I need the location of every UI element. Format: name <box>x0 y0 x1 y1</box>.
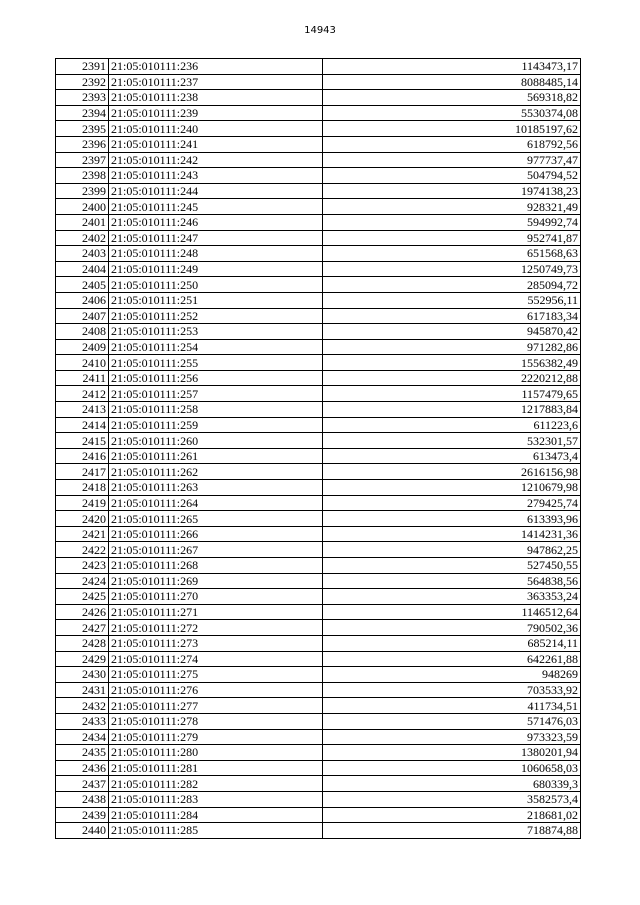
row-number-cell: 2399 <box>56 183 109 199</box>
cadastral-number-cell: 21:05:010111:256 <box>109 370 323 386</box>
table-row <box>56 402 581 418</box>
cadastral-number-cell: 21:05:010111:268 <box>109 558 323 574</box>
cadastral-number-cell: 21:05:010111:279 <box>109 729 323 745</box>
table-row <box>56 511 581 527</box>
value-cell: 685214,11 <box>323 635 581 651</box>
table-row <box>56 604 581 620</box>
table-row <box>56 667 581 683</box>
row-number-cell: 2420 <box>56 511 109 527</box>
value-cell: 1974138,23 <box>323 183 581 199</box>
row-number-cell: 2433 <box>56 713 109 729</box>
value-cell: 285094,72 <box>323 277 581 293</box>
value-cell: 279425,74 <box>323 495 581 511</box>
table-row <box>56 417 581 433</box>
cadastral-number-cell: 21:05:010111:267 <box>109 542 323 558</box>
value-cell: 611223,6 <box>323 417 581 433</box>
cadastral-number-cell: 21:05:010111:284 <box>109 807 323 823</box>
value-cell: 2616156,98 <box>323 464 581 480</box>
table-row <box>56 90 581 106</box>
row-number-cell: 2391 <box>56 59 109 75</box>
value-cell: 703533,92 <box>323 682 581 698</box>
value-cell: 613473,4 <box>323 448 581 464</box>
row-number-cell: 2428 <box>56 635 109 651</box>
table-row <box>56 214 581 230</box>
value-cell: 617183,34 <box>323 308 581 324</box>
cadastral-number-cell: 21:05:010111:271 <box>109 604 323 620</box>
table-row <box>56 760 581 776</box>
value-cell: 651568,63 <box>323 246 581 262</box>
cadastral-number-cell: 21:05:010111:276 <box>109 682 323 698</box>
value-cell: 363353,24 <box>323 589 581 605</box>
value-cell: 945870,42 <box>323 324 581 340</box>
row-number-cell: 2413 <box>56 402 109 418</box>
value-cell: 218681,02 <box>323 807 581 823</box>
table-row <box>56 682 581 698</box>
row-number-cell: 2414 <box>56 417 109 433</box>
value-cell: 928321,49 <box>323 199 581 215</box>
cadastral-number-cell: 21:05:010111:252 <box>109 308 323 324</box>
row-number-cell: 2411 <box>56 370 109 386</box>
table-row <box>56 59 581 75</box>
row-number-cell: 2406 <box>56 292 109 308</box>
row-number-cell: 2427 <box>56 620 109 636</box>
value-cell: 411734,51 <box>323 698 581 714</box>
row-number-cell: 2392 <box>56 74 109 90</box>
cadastral-number-cell: 21:05:010111:242 <box>109 152 323 168</box>
row-number-cell: 2415 <box>56 433 109 449</box>
value-cell: 977737,47 <box>323 152 581 168</box>
table-row <box>56 542 581 558</box>
table-row <box>56 713 581 729</box>
value-cell: 2220212,88 <box>323 370 581 386</box>
row-number-cell: 2407 <box>56 308 109 324</box>
table-row <box>56 698 581 714</box>
cadastral-number-cell: 21:05:010111:265 <box>109 511 323 527</box>
cadastral-number-cell: 21:05:010111:272 <box>109 620 323 636</box>
table-row <box>56 386 581 402</box>
cadastral-number-cell: 21:05:010111:261 <box>109 448 323 464</box>
row-number-cell: 2412 <box>56 386 109 402</box>
table-row <box>56 729 581 745</box>
cadastral-number-cell: 21:05:010111:277 <box>109 698 323 714</box>
cadastral-number-cell: 21:05:010111:246 <box>109 214 323 230</box>
row-number-cell: 2439 <box>56 807 109 823</box>
value-cell: 1210679,98 <box>323 480 581 496</box>
row-number-cell: 2440 <box>56 823 109 839</box>
value-cell: 532301,57 <box>323 433 581 449</box>
table-row <box>56 152 581 168</box>
table-row <box>56 183 581 199</box>
row-number-cell: 2416 <box>56 448 109 464</box>
value-cell: 680339,3 <box>323 776 581 792</box>
cadastral-number-cell: 21:05:010111:237 <box>109 74 323 90</box>
table-row <box>56 105 581 121</box>
row-number-cell: 2435 <box>56 745 109 761</box>
table-row <box>56 230 581 246</box>
row-number-cell: 2417 <box>56 464 109 480</box>
cadastral-number-cell: 21:05:010111:263 <box>109 480 323 496</box>
row-number-cell: 2429 <box>56 651 109 667</box>
cadastral-number-cell: 21:05:010111:254 <box>109 339 323 355</box>
row-number-cell: 2426 <box>56 604 109 620</box>
value-cell: 3582573,4 <box>323 791 581 807</box>
row-number-cell: 2395 <box>56 121 109 137</box>
cadastral-number-cell: 21:05:010111:274 <box>109 651 323 667</box>
table-row <box>56 74 581 90</box>
cadastral-number-cell: 21:05:010111:283 <box>109 791 323 807</box>
cadastral-number-cell: 21:05:010111:251 <box>109 292 323 308</box>
value-cell: 564838,56 <box>323 573 581 589</box>
table-row <box>56 823 581 839</box>
row-number-cell: 2400 <box>56 199 109 215</box>
cadastral-number-cell: 21:05:010111:259 <box>109 417 323 433</box>
cadastral-number-cell: 21:05:010111:285 <box>109 823 323 839</box>
cadastral-number-cell: 21:05:010111:238 <box>109 90 323 106</box>
row-number-cell: 2409 <box>56 339 109 355</box>
value-cell: 5530374,08 <box>323 105 581 121</box>
cadastral-number-cell: 21:05:010111:243 <box>109 168 323 184</box>
table-row <box>56 620 581 636</box>
table-row <box>56 573 581 589</box>
value-cell: 1143473,17 <box>323 59 581 75</box>
cadastral-number-cell: 21:05:010111:240 <box>109 121 323 137</box>
table-row <box>56 433 581 449</box>
value-cell: 1414231,36 <box>323 526 581 542</box>
table-row <box>56 526 581 542</box>
value-cell: 552956,11 <box>323 292 581 308</box>
table-row <box>56 791 581 807</box>
table-row <box>56 199 581 215</box>
cadastral-number-cell: 21:05:010111:236 <box>109 59 323 75</box>
table-row <box>56 807 581 823</box>
row-number-cell: 2430 <box>56 667 109 683</box>
table-row <box>56 480 581 496</box>
table-row <box>56 339 581 355</box>
value-cell: 504794,52 <box>323 168 581 184</box>
cadastral-number-cell: 21:05:010111:241 <box>109 136 323 152</box>
row-number-cell: 2405 <box>56 277 109 293</box>
row-number-cell: 2393 <box>56 90 109 106</box>
row-number-cell: 2423 <box>56 558 109 574</box>
value-cell: 947862,25 <box>323 542 581 558</box>
table-row <box>56 277 581 293</box>
table-row <box>56 745 581 761</box>
cadastral-number-cell: 21:05:010111:247 <box>109 230 323 246</box>
cadastral-number-cell: 21:05:010111:281 <box>109 760 323 776</box>
table-row <box>56 448 581 464</box>
row-number-cell: 2403 <box>56 246 109 262</box>
value-cell: 642261,88 <box>323 651 581 667</box>
cadastral-number-cell: 21:05:010111:269 <box>109 573 323 589</box>
value-cell: 594992,74 <box>323 214 581 230</box>
table-row <box>56 121 581 137</box>
table-row <box>56 589 581 605</box>
cadastral-number-cell: 21:05:010111:249 <box>109 261 323 277</box>
row-number-cell: 2438 <box>56 791 109 807</box>
row-number-cell: 2418 <box>56 480 109 496</box>
cadastral-number-cell: 21:05:010111:253 <box>109 324 323 340</box>
table-row <box>56 495 581 511</box>
table-row <box>56 355 581 371</box>
value-cell: 971282,86 <box>323 339 581 355</box>
value-cell: 1146512,64 <box>323 604 581 620</box>
row-number-cell: 2431 <box>56 682 109 698</box>
cadastral-value-table <box>55 58 581 839</box>
cadastral-number-cell: 21:05:010111:248 <box>109 246 323 262</box>
cadastral-number-cell: 21:05:010111:275 <box>109 667 323 683</box>
row-number-cell: 2425 <box>56 589 109 605</box>
table-row <box>56 292 581 308</box>
row-number-cell: 2397 <box>56 152 109 168</box>
cadastral-number-cell: 21:05:010111:255 <box>109 355 323 371</box>
page-number: 14943 <box>304 25 336 36</box>
row-number-cell: 2421 <box>56 526 109 542</box>
value-cell: 1217883,84 <box>323 402 581 418</box>
row-number-cell: 2419 <box>56 495 109 511</box>
table-row <box>56 261 581 277</box>
row-number-cell: 2398 <box>56 168 109 184</box>
row-number-cell: 2408 <box>56 324 109 340</box>
value-cell: 718874,88 <box>323 823 581 839</box>
value-cell: 1157479,65 <box>323 386 581 402</box>
cadastral-number-cell: 21:05:010111:280 <box>109 745 323 761</box>
value-cell: 527450,55 <box>323 558 581 574</box>
row-number-cell: 2432 <box>56 698 109 714</box>
value-cell: 1250749,73 <box>323 261 581 277</box>
cadastral-number-cell: 21:05:010111:245 <box>109 199 323 215</box>
cadastral-number-cell: 21:05:010111:260 <box>109 433 323 449</box>
row-number-cell: 2424 <box>56 573 109 589</box>
value-cell: 1380201,94 <box>323 745 581 761</box>
table-row <box>56 324 581 340</box>
cadastral-number-cell: 21:05:010111:258 <box>109 402 323 418</box>
value-cell: 618792,56 <box>323 136 581 152</box>
row-number-cell: 2422 <box>56 542 109 558</box>
cadastral-number-cell: 21:05:010111:278 <box>109 713 323 729</box>
table-row <box>56 136 581 152</box>
value-cell: 569318,82 <box>323 90 581 106</box>
value-cell: 952741,87 <box>323 230 581 246</box>
table-row <box>56 246 581 262</box>
row-number-cell: 2396 <box>56 136 109 152</box>
value-cell: 10185197,62 <box>323 121 581 137</box>
cadastral-number-cell: 21:05:010111:282 <box>109 776 323 792</box>
table-row <box>56 308 581 324</box>
cadastral-number-cell: 21:05:010111:239 <box>109 105 323 121</box>
cadastral-number-cell: 21:05:010111:250 <box>109 277 323 293</box>
table-row <box>56 370 581 386</box>
row-number-cell: 2404 <box>56 261 109 277</box>
cadastral-number-cell: 21:05:010111:244 <box>109 183 323 199</box>
table-row <box>56 464 581 480</box>
cadastral-number-cell: 21:05:010111:264 <box>109 495 323 511</box>
row-number-cell: 2436 <box>56 760 109 776</box>
cadastral-number-cell: 21:05:010111:273 <box>109 635 323 651</box>
row-number-cell: 2402 <box>56 230 109 246</box>
row-number-cell: 2401 <box>56 214 109 230</box>
value-cell: 571476,03 <box>323 713 581 729</box>
cadastral-number-cell: 21:05:010111:262 <box>109 464 323 480</box>
row-number-cell: 2394 <box>56 105 109 121</box>
table-row <box>56 651 581 667</box>
cadastral-number-cell: 21:05:010111:266 <box>109 526 323 542</box>
table-row <box>56 168 581 184</box>
table-row <box>56 558 581 574</box>
value-cell: 1556382,49 <box>323 355 581 371</box>
value-cell: 1060658,03 <box>323 760 581 776</box>
value-cell: 613393,96 <box>323 511 581 527</box>
cadastral-number-cell: 21:05:010111:257 <box>109 386 323 402</box>
value-cell: 948269 <box>323 667 581 683</box>
row-number-cell: 2410 <box>56 355 109 371</box>
value-cell: 973323,59 <box>323 729 581 745</box>
row-number-cell: 2434 <box>56 729 109 745</box>
row-number-cell: 2437 <box>56 776 109 792</box>
value-cell: 790502,36 <box>323 620 581 636</box>
table-body <box>56 59 581 839</box>
cadastral-number-cell: 21:05:010111:270 <box>109 589 323 605</box>
table-row <box>56 635 581 651</box>
value-cell: 8088485,14 <box>323 74 581 90</box>
table-row <box>56 776 581 792</box>
